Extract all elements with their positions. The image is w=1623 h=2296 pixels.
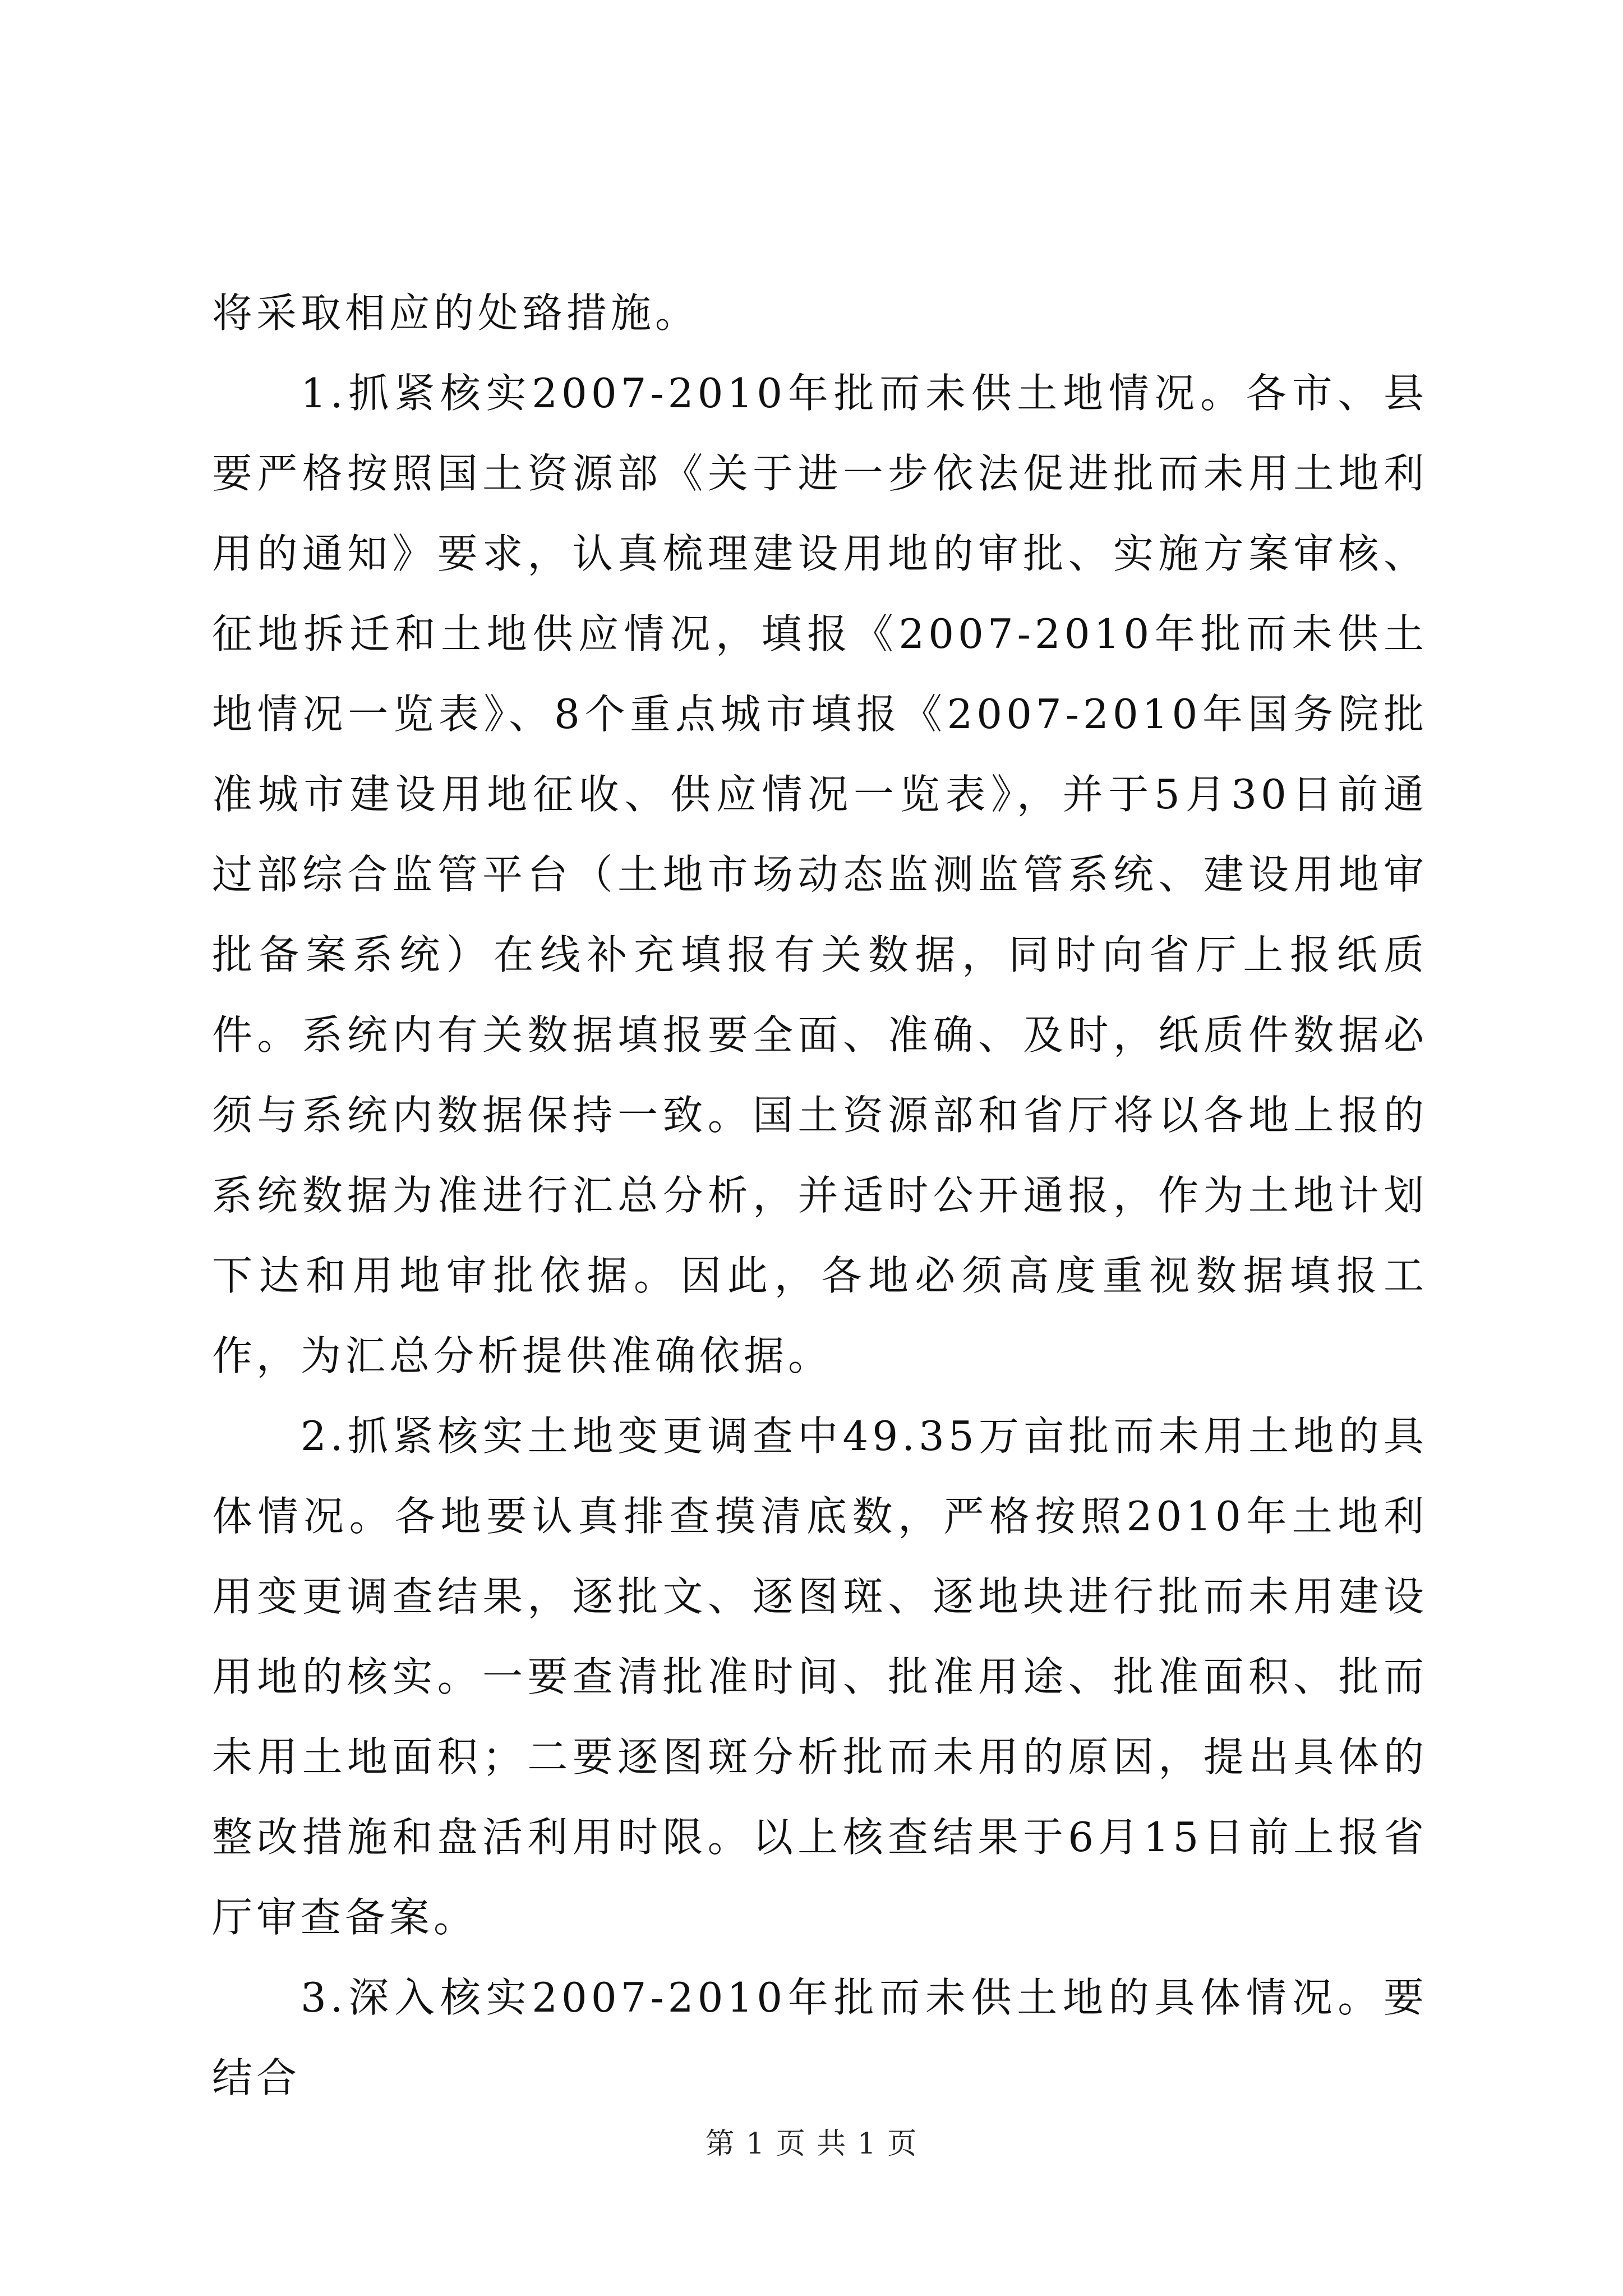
paragraph-item-1: 1.抓紧核实2007-2010年批而未供土地情况。各市、县要严格按照国土资源部《关于进一步依法促进批而未用土地利用的通知》要求，认真梳理建设用地的审批、实施方案审核、征地拆迁和土地供应情况，填报《2007-2010年批而未供土地情况一览表》、8个重点城市填报《2007-2010年国务院批准城市建设用地征收、供应情况一览表》，并于5月30日前通过部综合监管平台（土地市场动态监测监管系统、建设用地审批备案系统）在线补充填报有关数据，同时向省厅上报纸质件。系统内有关数据填报要全面、准确、及时，纸质件数据必须与系统内数据保持一致。国土资源部和省厅将以各地上报的系统数据为准进行汇总分析，并适时公开通报，作为土地计划下达和用地审批依据。因此，各地必须高度重视数据填报工作，为汇总分析提供准确依据。	[212, 370, 1428, 1379]
page-footer	[0, 2127, 1623, 2161]
paragraph-item-2: 2.抓紧核实土地变更调查中49.35万亩批而未用土地的具体情况。各地要认真排查摸清底数，严格按照2010年土地利用变更调查结果，逐批文、逐图斑、逐地块进行批而未用建设用地的核实。一要查清批准时间、批准用途、批准面积、批而未用土地面积；二要逐图斑分析批而未用的原因，提出具体的整改措施和盘活利用时限。以上核查结果于6月15日前上报省厅审查备案。	[212, 1412, 1428, 1941]
paragraph-item-3: 3.深入核实2007-2010年批而未供土地的具体情况。要结合	[212, 1974, 1428, 2101]
document-body	[212, 273, 1428, 2118]
paragraph-continuation: 将采取相应的处臵措施。	[212, 289, 700, 337]
page-number-label: 第 1 页 共 1 页	[705, 2127, 918, 2161]
